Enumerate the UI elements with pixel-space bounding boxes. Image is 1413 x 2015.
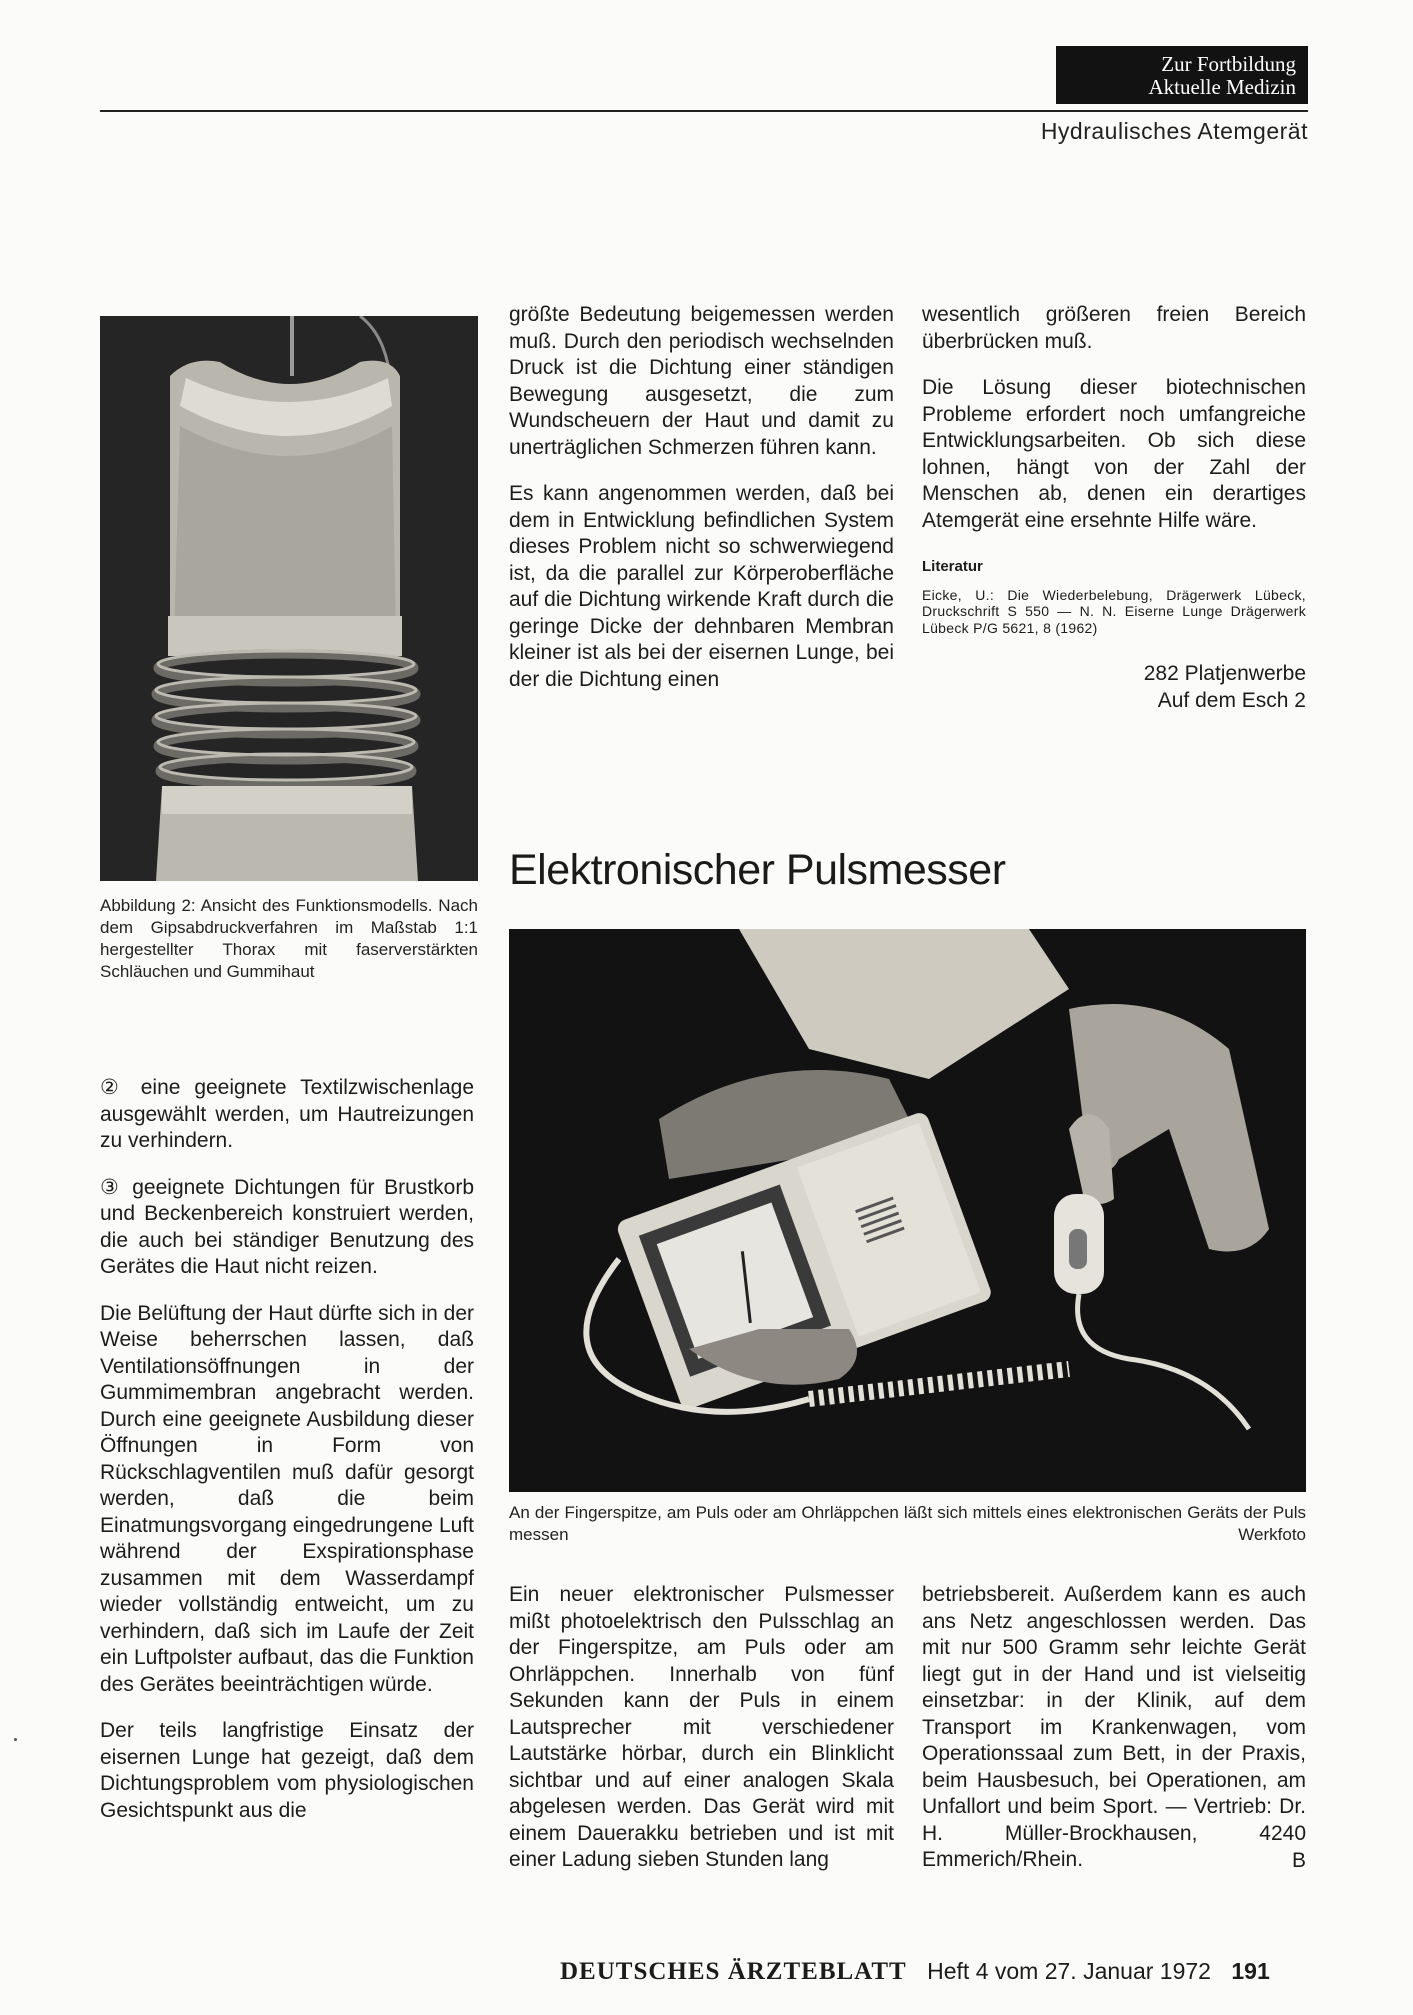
running-title: Hydraulisches Atemgerät xyxy=(1040,118,1308,144)
figure-caption: Abbildung 2: Ansicht des Funktionsmodells. Nach dem Gipsabdruckverfahren im Maßstab 1:1 hergestellter Thorax mit faserverstärkten Schläuchen und Gummihaut xyxy=(100,896,478,981)
pulse-meter-photo xyxy=(509,929,1306,1492)
margin-mark xyxy=(14,1738,17,1741)
page-footer xyxy=(560,1958,1270,1986)
photo-caption-text: An der Fingerspitze, am Puls oder am Ohrläppchen läßt sich mittels eines elektronischen Geräts der Puls messen xyxy=(509,1503,1306,1544)
address-line: Auf dem Esch 2 xyxy=(1157,689,1306,712)
article-headline: Elektronischer Pulsmesser xyxy=(509,846,1006,894)
column-2 xyxy=(509,302,894,713)
author-address xyxy=(922,660,1306,714)
photo-credit: Werkfoto xyxy=(1238,1525,1306,1544)
address-line: 282 Platjenwerbe xyxy=(1143,662,1306,685)
paragraph: wesentlich größeren freien Bereich überbrücken muß. xyxy=(922,303,1306,353)
section-tag-line1: Zur Fortbildung xyxy=(1161,52,1296,76)
column-3 xyxy=(922,302,1306,714)
paragraph: ② eine geeignete Textilzwischenlage ausgewählt werden, um Hautreizungen zu verhindern. xyxy=(100,1076,474,1152)
article-column-a xyxy=(509,1582,894,1894)
header-rule xyxy=(100,110,1308,112)
column-1 xyxy=(100,1075,474,1844)
thorax-model-photo xyxy=(100,316,478,881)
photo-caption xyxy=(509,1502,1306,1546)
article-column-b xyxy=(922,1582,1306,1874)
paragraph: größte Bedeutung beigemessen werden muß. Durch den periodisch wechselnden Druck ist die Dichtung einer ständigen Bewegung ausgesetzt, die zum Wundscheuern der Haut und damit zu unerträglichen Schmerzen führen kann. xyxy=(509,303,894,459)
paragraph: Die Lösung dieser biotechnischen Probleme erfordert noch umfangreiche Entwicklungsarbeiten. Ob sich diese lohnen, hängt von der Zahl der Menschen ab, denen ein derartiges Atemgerät eine ersehnte Hilfe wäre. xyxy=(922,376,1306,532)
issue-info: Heft 4 vom 27. Januar 1972 xyxy=(927,1958,1211,1984)
page-number: 191 xyxy=(1231,1958,1270,1984)
paragraph: betriebsbereit. Außerdem kann es auch ans Netz angeschlossen werden. Das mit nur 500 Gramm sehr leichte Gerät liegt gut in der Hand und ist vielseitig einsetzbar: in der Klinik, auf dem Transport im Krankenwagen, vom Operationssaal zum Bett, in der Praxis, beim Hausbesuch, bei Operationen, am Unfallort und beim Sport. — Vertrieb: Dr. H. Müller-Brockhausen, 4240 Emmerich/Rhein. xyxy=(922,1583,1306,1871)
paragraph: Der teils langfristige Einsatz der eisernen Lunge hat gezeigt, daß dem Dichtungsproblem vom physiologischen Gesichtspunkt aus die xyxy=(100,1719,474,1822)
literature-reference: Eicke, U.: Die Wiederbelebung, Drägerwerk Lübeck, Druckschrift S 550 — N. N. Eiserne Lunge Drägerwerk Lübeck P/G 5621, 8 (1962) xyxy=(922,586,1306,636)
section-tag-line2: Aktuelle Medizin xyxy=(1148,75,1296,99)
paragraph: Es kann angenommen werden, daß bei dem in Entwicklung befindlichen System dieses Problem nicht so schwerwiegend ist, da die parallel zur Körperoberfläche auf die Dichtung wirkende Kraft durch die geringe Dicke der dehnbaren Membran kleiner ist als bei der eisernen Lunge, bei der die Dichtung einen xyxy=(509,482,894,691)
literature-heading: Literatur xyxy=(922,558,983,575)
paragraph: Ein neuer elektronischer Pulsmesser mißt photoelektrisch den Pulsschlag an der Fingerspitze, am Puls oder am Ohrläppchen. Innerhalb von fünf Sekunden kann der Puls in einem Lautsprecher mit verschiedener Lautstärke hörbar, durch ein Blinklicht sichtbar und auf einer analogen Skala abgelesen werden. Das Gerät wird mit einem Dauerakku betrieben und ist mit einer Ladung sieben Stunden lang xyxy=(509,1583,894,1871)
paragraph: ③ geeignete Dichtungen für Brustkorb und Beckenbereich konstruiert werden, die auch bei ständiger Benutzung des Gerätes die Haut nicht reizen. xyxy=(100,1175,474,1278)
paragraph: Die Belüftung der Haut dürfte sich in der Weise beherrschen lassen, daß Ventilationsöffnungen in der Gummimembran angebracht werden. Durch eine geeignete Ausbildung dieser Öffnungen in Form von Rückschlagventilen muß dafür gesorgt werden, daß die beim Einatmungsvorgang eingedrungene Luft während der Exspirationsphase zusammen mit dem Wasserdampf wieder vollständig entweicht, um zu verhindern, daß sich im Laufe der Zeit ein Luftpolster aufbaut, das die Funktion des Gerätes beeinträchtigen würde. xyxy=(100,1301,474,1696)
journal-name: DEUTSCHES ÄRZTEBLATT xyxy=(560,1958,907,1985)
author-signature: B xyxy=(1291,1848,1306,1872)
section-tag xyxy=(1056,46,1308,104)
